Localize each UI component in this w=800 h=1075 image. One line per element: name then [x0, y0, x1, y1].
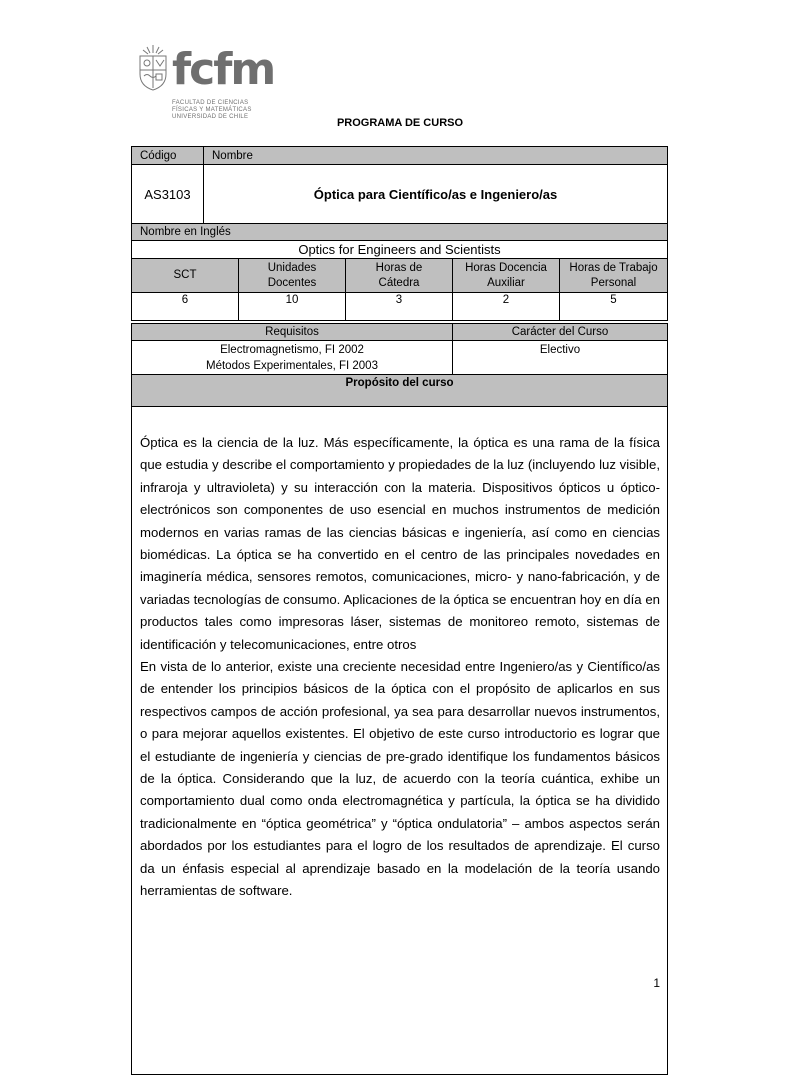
hours-header-units: Unidades Docentes: [238, 258, 346, 293]
university-seal-icon: [136, 44, 170, 92]
purpose-paragraph-1: Óptica es la ciencia de la luz. Más específicamente, la óptica es una rama de la física que estudia y describe el comportamiento y propiedades de la luz (incluyendo luz visible, infraroja y ultravioleta) y su interacción con la materia. Dispositivos ópticos u óptico-electrónicos son componentes de uso esencial en muchos instrumentos de medición modernos en varias ramas de las ciencias básicas e ingeniería, así como en ciencias biomédicas. La óptica se ha convertido en el centro de las principales novedades en imaginería médica, sensores remotos, comunicaciones, micro- y nano-fabricación, y de variadas tecnologías de consumo. Aplicaciones de la óptica se encuentran hoy en día en productos tales como impresoras láser, sistemas de monitoreo remoto, sistemas de identificación y telecomunicaciones, entre otros: [140, 435, 660, 652]
purpose-paragraph-2: En vista de lo anterior, existe una creciente necesidad entre Ingeniero/as y Científico/as de entender los principios básicos de la óptica con el propósito de aplicarlos en sus respectivos campos de acción profesional, ya sea para desarrollar nuevos instrumentos, o para mejorar aquellos existentes. El objetivo de este curso introductorio es lograr que el estudiante de ingeniería y ciencias de pre-grado identifique los fundamentos básicos de la óptica. Considerando que la luz, de acuerdo con la teoría cuántica, exhibe un comportamiento dual como onda electromagnética y partícula, la óptica se ha dividido tradicionalmente en “óptica geométrica” y “óptica ondulatoria” – ambos aspectos serán abordados por los estudiantes para el logro de los resultados de aprendizaje. El curso da un énfasis especial al aprendizaje basado en la modelación de la teoría usando herramientas de software.: [140, 659, 660, 899]
course-character: Electivo: [452, 340, 668, 375]
hours-value-lecture: 3: [345, 292, 453, 321]
hours-value-auxiliary: 2: [452, 292, 560, 321]
hours-header-sct: SCT: [131, 258, 239, 293]
university-logo: [136, 44, 275, 120]
requirement-item: Métodos Experimentales, FI 2003: [206, 360, 378, 372]
hours-header-personal: Horas de Trabajo Personal: [559, 258, 668, 293]
page-number: 1: [653, 976, 660, 990]
name-header: Nombre: [203, 146, 668, 165]
hours-header-lecture: Horas de Cátedra: [345, 258, 453, 293]
hours-header-auxiliary: Horas Docencia Auxiliar: [452, 258, 560, 293]
requirement-item: Electromagnetismo, FI 2002: [220, 344, 364, 356]
requirements-list: [131, 340, 453, 375]
requirements-header: Requisitos: [131, 323, 453, 341]
institution-line-2: FÍSICAS Y MATEMÁTICAS: [172, 107, 252, 113]
code-header: Código: [131, 146, 204, 165]
english-name: Optics for Engineers and Scientists: [131, 240, 668, 259]
course-code: AS3103: [131, 164, 204, 224]
hours-value-personal: 5: [559, 292, 668, 321]
institution-line-1: FACULTAD DE CIENCIAS: [172, 100, 249, 106]
english-name-header: Nombre en Inglés: [131, 223, 668, 241]
hours-value-sct: 6: [131, 292, 239, 321]
page-title: PROGRAMA DE CURSO: [336, 117, 464, 129]
logo-wordmark: fcfm: [172, 44, 275, 95]
course-name: Óptica para Científico/as e Ingeniero/as: [203, 164, 668, 224]
character-header: Carácter del Curso: [452, 323, 668, 341]
hours-value-units: 10: [238, 292, 346, 321]
institution-line-3: UNIVERSIDAD DE CHILE: [172, 114, 249, 120]
purpose-header: Propósito del curso: [131, 374, 668, 407]
